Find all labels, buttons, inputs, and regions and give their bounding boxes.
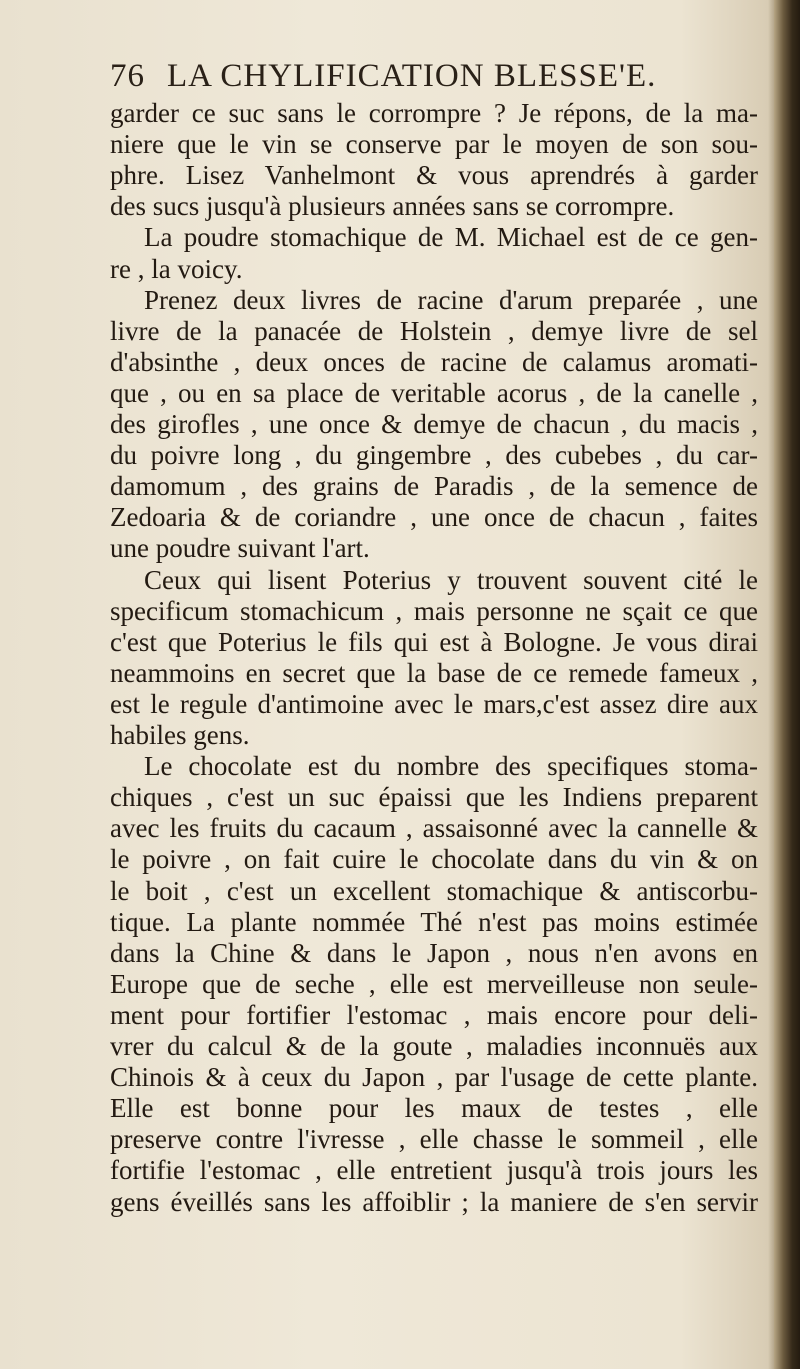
text-line: c'est que Poterius le fils qui est à Bologne. Je vous dirai: [110, 626, 758, 657]
running-header: [110, 58, 760, 95]
text-line: fortifie l'estomac , elle entretient jusqu'à trois jours les: [110, 1155, 758, 1186]
text-line: que , ou en sa place de veritable acorus , de la canelle ,: [110, 377, 758, 408]
text-line: du poivre long , du gingembre , des cubebes , du car-: [110, 440, 758, 471]
text-line: une poudre suivant l'art.: [110, 533, 370, 564]
text-line: Le chocolate est du nombre des specifiques stoma-: [144, 751, 758, 782]
text-line: Zedoaria & de coriandre , une once de chacun , faites: [110, 502, 758, 533]
text-line: le poivre , on fait cuire le chocolate dans du vin & on: [110, 844, 758, 875]
text-line: chiques , c'est un suc épaissi que les Indiens preparent: [110, 782, 758, 813]
text-line: d'absinthe , deux onces de racine de calamus aromati-: [110, 346, 758, 377]
text-line: des sucs jusqu'à plusieurs années sans se corrompre.: [110, 191, 675, 222]
text-line: tique. La plante nommée Thé n'est pas moins estimée: [110, 906, 758, 937]
text-line: Europe que de seche , elle est merveilleuse non seule-: [110, 968, 758, 999]
text-line: Ceux qui lisent Poterius y trouvent souvent cité le: [144, 564, 758, 595]
text-line: est le regule d'antimoine avec le mars,c'est assez dire aux: [110, 688, 758, 719]
text-line: avec les fruits du cacaum , assaisonné avec la cannelle &: [110, 813, 758, 844]
text-line: Chinois & à ceux du Japon , par l'usage de cette plante.: [110, 1062, 758, 1093]
text-line: gens éveillés sans les affoiblir ; la maniere de s'en servir: [110, 1186, 758, 1217]
text-line: le boit , c'est un excellent stomachique & antiscorbu-: [110, 875, 758, 906]
text-line: Prenez deux livres de racine d'arum preparée , une: [144, 284, 758, 315]
text-line: vrer du calcul & de la goute , maladies inconnuës aux: [110, 1031, 758, 1061]
text-line: livre de la panacée de Holstein , demye livre de sel: [110, 315, 758, 346]
text-line: habiles gens.: [110, 720, 250, 750]
binding-gutter: [774, 0, 800, 1369]
text-line: Elle est bonne pour les maux de testes , elle: [110, 1093, 758, 1124]
running-title: LA CHYLIFICATION BLESSE'E.: [167, 58, 657, 94]
text-line: preserve contre l'ivresse , elle chasse le sommeil , elle: [110, 1124, 758, 1155]
text-line: ment pour fortifier l'estomac , mais encore pour deli-: [110, 999, 758, 1030]
page-number: 76: [110, 58, 145, 94]
text-line: re , la voicy.: [110, 253, 243, 284]
text-line: dans la Chine & dans le Japon , nous n'en avons en: [110, 937, 758, 968]
text-line: specificum stomachicum , mais personne ne sçait ce que: [110, 595, 758, 626]
text-line: neammoins en secret que la base de ce remede fameux ,: [110, 657, 758, 688]
text-line: niere que le vin se conserve par le moyen de son sou-: [110, 129, 758, 160]
text-line: garder ce suc sans le corrompre ? Je répons, de la ma-: [110, 98, 758, 128]
text-line: phre. Lisez Vanhelmont & vous aprendrés à garder: [110, 160, 758, 191]
text-line: damomum , des grains de Paradis , de la semence de: [110, 471, 758, 502]
text-line: des girofles , une once & demye de chacun , du macis ,: [110, 409, 758, 439]
text-line: La poudre stomachique de M. Michael est de ce gen-: [144, 222, 758, 253]
